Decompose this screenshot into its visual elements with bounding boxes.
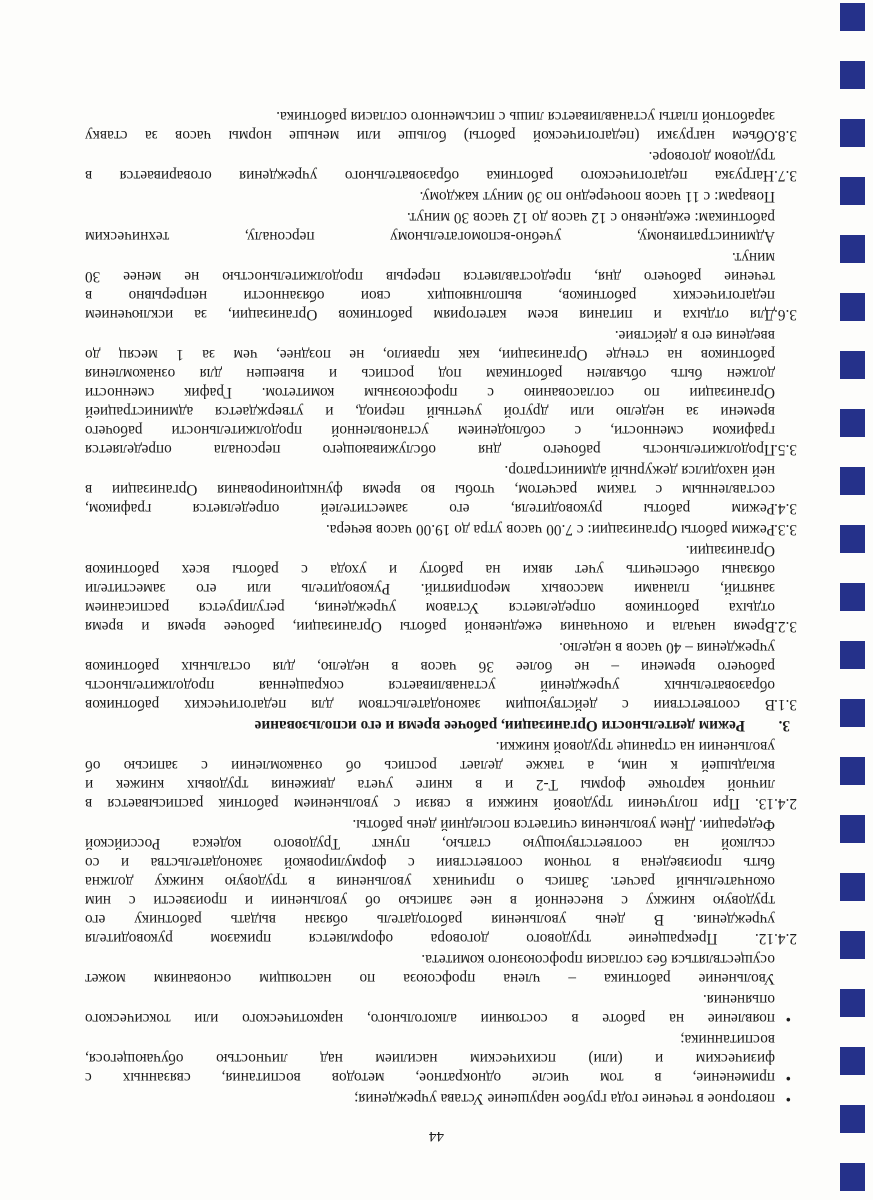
text-line: Продолжительность рабочего дня обслуживающего персонала определяется	[85, 441, 775, 458]
text-line: отдыха работников определяется Уставом учреждения, регулируется расписанием	[85, 599, 775, 616]
text-line: графиком сменности, с соблюдением установленной продолжительности рабочего	[85, 422, 775, 439]
text-line: трудовую книжку с внесенной в нее записью об увольнении и произвести с ним	[85, 892, 775, 909]
text-line: течение рабочего дня, предоставляется перерыв продолжительностью не менее 30	[85, 268, 775, 285]
text-line: вкладышей к ним, а также делает роспись об ознакомлении с записью об	[85, 757, 775, 774]
paragraph	[85, 520, 797, 539]
section-heading	[85, 716, 790, 735]
paragraph	[85, 248, 797, 324]
paragraph	[85, 541, 797, 636]
text-line: Поварам: с 11 часов поочередно по 30 минут каждому.	[419, 188, 775, 205]
paragraph	[85, 326, 797, 459]
text-line: Организации.	[685, 542, 775, 559]
text-line: осуществляться без согласия профсоюзного комитета.	[421, 951, 775, 968]
bullet-item	[85, 990, 791, 1028]
paragraph	[85, 815, 797, 948]
text-line: учреждения. В день увольнения работодатель обязан выдать работнику его	[85, 911, 775, 928]
text-line: Административному, учебно-вспомогательному персоналу, техническим	[85, 228, 775, 245]
text-line: появление на работе в состоянии алкогольного, наркотического или токсического	[85, 1010, 775, 1027]
paragraph	[85, 461, 797, 518]
text-line: ссылкой на соответствующую статью, пункт Трудового кодекса Российской	[85, 835, 775, 852]
paragraph-number: 3.4.	[774, 500, 797, 517]
text-line: минут.	[731, 249, 775, 266]
binding-hole-icon	[840, 873, 865, 901]
paragraph	[85, 107, 797, 145]
binding-hole-icon	[840, 235, 865, 263]
paragraph-number: 3.3.	[774, 521, 797, 538]
bullet-icon: •	[785, 1010, 791, 1027]
text-line: 2.4.13. При получении трудовой книжки в связи с увольнением работник расписывается в	[85, 795, 797, 812]
text-line: применение, в том числе однократное, методов воспитания, связанных с	[85, 1069, 775, 1086]
text-line: учреждения – 40 часов в неделю.	[559, 639, 775, 656]
text-line: увольнении на странице трудовой книжки.	[495, 738, 775, 755]
paragraph	[85, 638, 797, 714]
binding-hole-icon	[840, 3, 865, 31]
text-line: физическим и (или) психическим насилием над личностью обучающегося,	[85, 1050, 775, 1067]
bullet-item	[85, 1089, 791, 1108]
text-line: Режим работы Организации: с 7.00 часов утра до 19.00 часов вечера.	[325, 521, 775, 538]
text-line: Организации по согласованию с профсоюзным комитетом. График сменности	[85, 384, 775, 401]
text-line: 2.4.12. Прекращение трудового договора оформляется приказом руководителя	[85, 930, 797, 947]
binding-hole-icon	[840, 931, 865, 959]
text-line: воспитанника;	[680, 1031, 775, 1048]
binding-hole-icon	[840, 641, 865, 669]
text-line: заработной платы устанавливается лишь с письменного согласия работника.	[276, 108, 775, 125]
paragraph-number: 3.6.	[774, 306, 797, 323]
document-body	[85, 105, 797, 1108]
page-number: 44	[429, 1128, 444, 1144]
text-line: обязаны обеспечить учет явки на работу и ухода с работы всех работников	[85, 561, 775, 578]
bullet-item	[85, 1030, 791, 1087]
binding-hole-icon	[840, 409, 865, 437]
text-line: Режим деятельности Организации, рабочее время и его использование	[254, 717, 745, 734]
binding-hole-icon	[840, 293, 865, 321]
paragraph-number: 3.	[778, 717, 790, 734]
paragraph	[85, 147, 797, 185]
binding-hole-icon	[840, 177, 865, 205]
paragraph-number: 3.1.	[774, 696, 797, 713]
text-line: трудовом договоре.	[648, 148, 775, 165]
binding-hole-icon	[840, 351, 865, 379]
text-line: образовательных учреждений устанавливается сокращенная продолжительность	[85, 677, 775, 694]
text-line: работникам: ежедневно с 12 часов до 12 часов 30 минут.	[406, 209, 775, 226]
binding-hole-icon	[840, 989, 865, 1017]
text-line: занятий, планами массовых мероприятий. Руководитель или его заместители	[85, 580, 775, 597]
text-line: личной карточке формы Т-2 и в книге учета движения трудовых книжек и	[85, 776, 775, 793]
text-line: опьянения.	[702, 991, 775, 1008]
binding-hole-icon	[840, 1163, 865, 1191]
text-line: Объем нагрузки (педагогической работы) больше или меньше нормы часов за ставку	[85, 127, 775, 144]
paragraph	[85, 950, 775, 988]
bullet-icon: •	[785, 1090, 791, 1107]
binding-hole-icon	[840, 119, 865, 147]
text-line: ней находился дежурный администратор.	[504, 462, 775, 479]
text-line: Федерации. Днем увольнения считается последний день работы.	[352, 816, 775, 833]
text-line: Режим работы руководителя, его заместителей определяется графиком,	[85, 500, 775, 517]
paragraph	[85, 187, 775, 206]
paragraph-number: 3.8.	[774, 127, 797, 144]
text-line: повторное в течение года грубое нарушение Устава учреждения;	[354, 1090, 775, 1107]
paragraph-number: 3.5.	[774, 441, 797, 458]
text-line: окончательный расчет. Запись о причинах увольнения в трудовую книжку должна	[85, 873, 775, 890]
binding-hole-icon	[840, 757, 865, 785]
bullet-icon: •	[785, 1069, 791, 1086]
text-line: Время начала и окончания ежедневной работы Организации, рабочее время и время	[85, 618, 775, 635]
binding-hole-icon	[840, 525, 865, 553]
text-line: Увольнение работника – члена профсоюза по настоящим основаниям может	[85, 970, 775, 987]
binding-hole-icon	[840, 815, 865, 843]
text-line: Для отдыха и питания всем категориям работников Организации, за исключением	[85, 306, 775, 323]
text-line: времени за неделю или другой учетный период, и утверждается администрацией	[85, 403, 775, 420]
binding-hole-icon	[840, 583, 865, 611]
text-line: должен быть объявлен работникам под роспись и вывешен для ознакомления	[85, 365, 775, 382]
binding-hole-icon	[840, 699, 865, 727]
binding-hole-icon	[840, 61, 865, 89]
paragraph	[85, 737, 797, 813]
text-line: составленным с таким расчетом, чтобы во время функционирования Организации в	[85, 481, 775, 498]
text-line: педагогических работников, выполняющих свои обязанности непрерывно в	[85, 287, 775, 304]
text-line: работников на стенде Организации, как правило, не позднее, чем за 1 месяц до	[85, 346, 775, 363]
text-line: 3.7.Нагрузка педагогического работника образовательного учреждения оговаривается в	[85, 167, 797, 184]
text-line: введения его в действие.	[614, 327, 775, 344]
text-line: рабочего времени – не более 36 часов в неделю, для остальных работников	[85, 658, 775, 675]
paragraph	[85, 208, 775, 246]
text-line: В соответствии с действующим законодательством для педагогических работников	[85, 696, 775, 713]
binding-hole-icon	[840, 1047, 865, 1075]
text-line: быть произведена в точном соответствии с формулировкой законодательства и со	[85, 854, 775, 871]
paragraph-number: 3.2.	[774, 618, 797, 635]
binding-hole-icon	[840, 467, 865, 495]
